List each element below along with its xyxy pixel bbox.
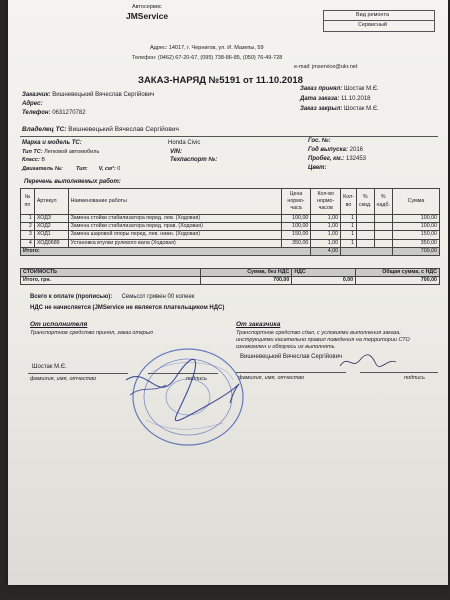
table-cell bbox=[357, 223, 374, 231]
repair-kind-box bbox=[323, 10, 435, 32]
works-header-cell: Цена нормо-часа bbox=[281, 189, 311, 215]
mileage-row bbox=[308, 156, 366, 162]
vat-note: НДС не начисляется (JMService не является плательщиком НДС) bbox=[30, 305, 225, 311]
customer-sign-title: От заказчика bbox=[236, 321, 281, 328]
table-cell: 1 bbox=[341, 223, 357, 231]
mileage-value: 132453 bbox=[345, 156, 367, 162]
table-cell: 100,00 bbox=[281, 223, 311, 231]
owner-name: Вишневецький Вячеслав Сергійович bbox=[68, 126, 179, 133]
cost-header-row bbox=[21, 269, 440, 277]
customer-name-caption: фамилия, имя, отчество bbox=[238, 375, 305, 381]
table-cell: ХОД1 bbox=[34, 231, 68, 239]
cost-values-row bbox=[21, 277, 440, 285]
accepted-name: Шостак М.Є. bbox=[343, 86, 379, 92]
table-row bbox=[21, 239, 440, 247]
table-cell: 1 bbox=[341, 231, 357, 239]
executor-title: От исполнителя bbox=[30, 321, 88, 328]
cost-with-vat: 700,00 bbox=[356, 277, 440, 285]
table-cell: 100,00 bbox=[392, 215, 439, 223]
table-cell: 2 bbox=[21, 223, 35, 231]
table-cell: 100,00 bbox=[281, 215, 311, 223]
table-cell: Установка втулки рулевого вала (Ходовая) bbox=[68, 239, 281, 247]
works-header-cell: № пп bbox=[21, 189, 35, 215]
table-cell: ХОД0689 bbox=[34, 239, 68, 247]
table-cell: 1 bbox=[21, 215, 35, 223]
engine-label: Двигатель №: bbox=[22, 166, 63, 172]
service-phone: Телефон: (0462) 67-20-67, (095) 738-86-85, (050) 76-49-728 bbox=[132, 55, 283, 61]
repair-kind-value: Сервисный bbox=[358, 22, 387, 28]
payment-words-row bbox=[30, 294, 194, 300]
plate-row bbox=[308, 138, 331, 144]
order-date-label: Дата заказа: bbox=[300, 96, 340, 102]
cost-table bbox=[20, 268, 440, 285]
table-cell bbox=[374, 231, 392, 239]
works-total-sum: 700,00 bbox=[392, 247, 439, 255]
table-cell: Замена шаровой опоры перед. лев. нижн. (Ходовая) bbox=[68, 231, 281, 239]
table-cell bbox=[374, 239, 392, 247]
works-header-cell: % скид. bbox=[357, 189, 374, 215]
table-cell: Замена стойки стабилизатора перед. прав. (Ходовая) bbox=[68, 223, 281, 231]
table-cell bbox=[374, 215, 392, 223]
customer-sign-text-2: инструкциями касательно правил поведения на территории СТО bbox=[236, 337, 410, 343]
executor-name: Шостак М.Є. bbox=[32, 364, 67, 370]
passport-label: Техпаспорт №: bbox=[170, 157, 218, 163]
order-number: №5191 bbox=[208, 75, 241, 86]
accepted-label: Заказ принял: bbox=[300, 86, 343, 92]
type-label: Тип ТС: bbox=[22, 149, 43, 155]
table-cell bbox=[357, 231, 374, 239]
order-date-value: 11.10.2018 bbox=[340, 96, 371, 102]
table-cell bbox=[357, 239, 374, 247]
cost-header-vat: НДС bbox=[292, 269, 356, 277]
volume-label: V, см³: bbox=[98, 166, 116, 172]
works-header-row bbox=[21, 189, 440, 215]
order-title bbox=[138, 75, 303, 86]
cost-no-vat: 700,00 bbox=[200, 277, 292, 285]
closed-label: Заказ закрыл: bbox=[300, 106, 343, 112]
plate-label: Гос. №: bbox=[308, 138, 331, 144]
works-total-hours: 4,00 bbox=[311, 247, 341, 255]
class-row bbox=[22, 157, 45, 163]
customer-sign-name: Вишневецький Вячеслав Сергійович bbox=[240, 354, 343, 360]
table-row bbox=[21, 231, 440, 239]
works-total-row bbox=[21, 247, 440, 255]
order-date-prefix: от bbox=[243, 75, 254, 86]
executor-name-caption: фамилия, имя, отчество bbox=[30, 376, 97, 382]
vin-label: VIN: bbox=[170, 149, 182, 155]
table-cell: Замена стойки стабилизатора перед. лев. (Ходовая) bbox=[68, 215, 281, 223]
payment-words: Семьсот гривен 00 копеек bbox=[121, 294, 195, 300]
table-row bbox=[21, 215, 440, 223]
service-name: JMService bbox=[126, 11, 169, 21]
year-label: Год выпуска: bbox=[308, 147, 348, 153]
works-total-label: Итого: bbox=[21, 247, 311, 255]
works-header-cell: Наименование работы bbox=[68, 189, 281, 215]
table-row bbox=[21, 223, 440, 231]
class-label: Класс: bbox=[22, 157, 40, 163]
service-caption: Автосервис bbox=[132, 4, 162, 10]
customer-row bbox=[22, 92, 154, 98]
table-cell: ХОДЗ bbox=[34, 215, 68, 223]
model-row bbox=[22, 140, 82, 146]
order-date: 11.10.2018 bbox=[255, 75, 303, 86]
customer-name: Вишневецький Вячеслав Сергійович bbox=[52, 92, 155, 98]
table-cell: 1,00 bbox=[311, 215, 341, 223]
table-cell bbox=[374, 223, 392, 231]
closed-name: Шостак М.Є. bbox=[344, 106, 379, 112]
table-cell: 1 bbox=[341, 239, 357, 247]
owner-label: Владелец ТС: bbox=[22, 126, 67, 133]
customer-address-label: Адрес: bbox=[22, 101, 43, 107]
cost-title: СТОИМОСТЬ bbox=[21, 269, 201, 277]
fuel-label: Тип: bbox=[75, 166, 88, 172]
company-stamp bbox=[118, 335, 253, 455]
order-date-row bbox=[300, 96, 371, 102]
cost-row-label: Итого, грн. bbox=[21, 277, 201, 285]
works-table bbox=[20, 188, 440, 256]
works-header-cell: % надб. bbox=[374, 189, 392, 215]
model-value: Honda Civic bbox=[168, 140, 201, 146]
customer-phone: 0631270782 bbox=[52, 110, 86, 116]
class-value: В bbox=[41, 157, 46, 163]
color-label: Цвет: bbox=[308, 165, 327, 171]
accepted-row bbox=[300, 86, 379, 92]
repair-kind-caption: Вид ремонта bbox=[356, 12, 389, 18]
table-cell: 150,00 bbox=[392, 231, 439, 239]
table-cell: 1,00 bbox=[311, 231, 341, 239]
table-cell: 150,00 bbox=[281, 231, 311, 239]
volume-value: 0 bbox=[117, 166, 121, 172]
table-cell: 1,00 bbox=[311, 223, 341, 231]
cost-header-no-vat: Сумма, без НДС bbox=[200, 269, 292, 277]
executor-sign-caption: подпись bbox=[186, 376, 207, 382]
table-cell bbox=[357, 215, 374, 223]
works-header-cell: Кол-во нормо-часов bbox=[311, 189, 341, 215]
table-cell: 4 bbox=[21, 239, 35, 247]
cost-header-with-vat: Общая сумма, с НДС bbox=[356, 269, 440, 277]
customer-phone-row bbox=[22, 110, 86, 116]
table-cell: ХОД2 bbox=[34, 223, 68, 231]
year-value: 2016 bbox=[349, 147, 363, 153]
customer-phone-label: Телефон: bbox=[22, 110, 51, 116]
engine-row bbox=[22, 166, 120, 172]
closed-row bbox=[300, 106, 379, 112]
table-cell: 3 bbox=[21, 231, 35, 239]
table-cell: 350,00 bbox=[392, 239, 439, 247]
executor-text: Транспортное средство принял, заказ открыл bbox=[30, 330, 153, 336]
model-label: Марка и модель ТС: bbox=[22, 140, 82, 146]
order-title-label: ЗАКАЗ-НАРЯД bbox=[138, 75, 207, 86]
service-email: e-mail: jmservice@ukr.net bbox=[294, 64, 358, 70]
table-cell: 1,00 bbox=[311, 239, 341, 247]
cost-vat: 0,00 bbox=[292, 277, 356, 285]
service-address: Адрес: 14017, г. Чернигов, ул. И. Мазепы, 59 bbox=[150, 45, 264, 51]
works-title: Перечень выполняемых работ: bbox=[24, 179, 121, 185]
owner-row bbox=[22, 126, 179, 133]
customer-label: Заказчик: bbox=[22, 92, 51, 98]
customer-sign-text-1: Транспортное средство сдал, с условиями выполнения заказа, bbox=[236, 330, 401, 336]
works-header-cell: Сумма bbox=[392, 189, 439, 215]
work-order-document bbox=[8, 0, 448, 585]
color-row bbox=[308, 165, 327, 171]
customer-sign-text-3: ознакомлен и обязуюсь их выполнять bbox=[236, 344, 335, 350]
table-cell: 350,00 bbox=[281, 239, 311, 247]
payment-words-label: Всего к оплате (прописью): bbox=[30, 294, 113, 300]
table-cell: 1 bbox=[341, 215, 357, 223]
mileage-label: Пробег, км.: bbox=[308, 156, 345, 162]
table-cell: 100,00 bbox=[392, 223, 439, 231]
works-header-cell: Кол-во bbox=[341, 189, 357, 215]
customer-signature bbox=[338, 352, 398, 372]
type-row bbox=[22, 149, 99, 155]
type-value: Легковой автомобиль bbox=[44, 149, 100, 155]
year-row bbox=[308, 147, 363, 153]
customer-sign-caption: подпись bbox=[404, 375, 425, 381]
works-header-cell: Артикул bbox=[34, 189, 68, 215]
